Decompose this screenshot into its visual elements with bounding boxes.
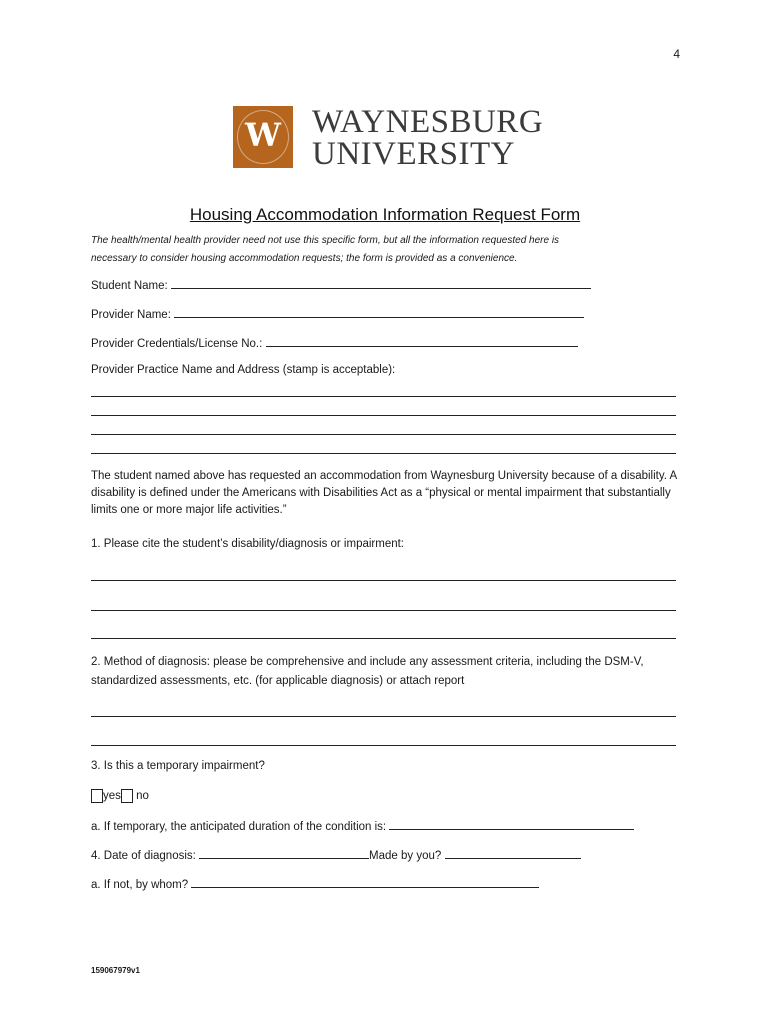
duration-field[interactable] bbox=[389, 818, 634, 830]
provider-name-label: Provider Name: bbox=[91, 309, 171, 321]
seal-letter: W bbox=[245, 116, 281, 154]
practice-address-line-1[interactable] bbox=[91, 396, 676, 397]
made-by-you-field[interactable] bbox=[445, 847, 581, 859]
diagnosis-date-field[interactable] bbox=[199, 847, 369, 859]
provider-name-field[interactable] bbox=[174, 306, 584, 318]
question-1: 1. Please cite the student’s disability/diagnosis or impairment: bbox=[91, 538, 405, 550]
university-seal-logo bbox=[233, 106, 293, 168]
page-number: 4 bbox=[673, 47, 680, 61]
q2-answer-line-2[interactable] bbox=[91, 745, 676, 746]
credentials-row bbox=[91, 335, 578, 350]
yes-checkbox[interactable] bbox=[91, 789, 103, 803]
q1-answer-line-3[interactable] bbox=[91, 638, 676, 639]
logo-wordmark-line2: UNIVERSITY bbox=[312, 136, 515, 172]
q3a-label: a. If temporary, the anticipated duration of the condition is: bbox=[91, 821, 387, 833]
q2-answer-line-1[interactable] bbox=[91, 716, 676, 717]
question-3: 3. Is this a temporary impairment? bbox=[91, 760, 265, 772]
no-label: no bbox=[136, 790, 149, 803]
practice-address-line-4[interactable] bbox=[91, 453, 676, 454]
intro-line-2: necessary to consider housing accommodation requests; the form is provided as a convenience. bbox=[91, 253, 518, 264]
practice-label: Provider Practice Name and Address (stamp is acceptable): bbox=[91, 364, 396, 376]
q1-answer-line-1[interactable] bbox=[91, 580, 676, 581]
q4-row bbox=[91, 847, 581, 862]
made-by-you-label: Made by you? bbox=[369, 850, 442, 862]
by-whom-field[interactable] bbox=[191, 876, 539, 888]
no-checkbox[interactable] bbox=[121, 789, 133, 803]
form-title: Housing Accommodation Information Request Form bbox=[189, 205, 581, 224]
intro-line-1: The health/mental health provider need not use this specific form, but all the information requested here is bbox=[91, 235, 560, 246]
credentials-label: Provider Credentials/License No.: bbox=[91, 338, 263, 350]
document-code: 159067979v1 bbox=[91, 966, 140, 975]
ada-statement: The student named above has requested an accommodation from Waynesburg University because of a disability. A disability is defined under the Americans with Disabilities Act as a “physical or mental impairment that substantially limits one or more major life activities.” bbox=[91, 470, 677, 516]
yes-label: yes bbox=[103, 790, 121, 803]
q4a-row bbox=[91, 876, 539, 891]
temporary-options bbox=[91, 789, 149, 803]
practice-address-line-3[interactable] bbox=[91, 434, 676, 435]
student-name-row bbox=[91, 277, 591, 292]
q4a-label: a. If not, by whom? bbox=[91, 879, 189, 891]
q4-label: 4. Date of diagnosis: bbox=[91, 850, 196, 862]
question-2: 2. Method of diagnosis: please be comprehensive and include any assessment criteria, including the DSM-V, standardized assessments, etc. (for applicable diagnosis) or attach report bbox=[91, 656, 644, 687]
logo-wordmark-line1: WAYNESBURG bbox=[312, 104, 544, 140]
credentials-field[interactable] bbox=[266, 335, 578, 347]
student-name-label: Student Name: bbox=[91, 280, 168, 292]
q1-answer-line-2[interactable] bbox=[91, 610, 676, 611]
student-name-field[interactable] bbox=[171, 277, 591, 289]
intro-text bbox=[91, 232, 681, 268]
provider-name-row bbox=[91, 306, 584, 321]
practice-address-line-2[interactable] bbox=[91, 415, 676, 416]
q3a-row bbox=[91, 818, 634, 833]
